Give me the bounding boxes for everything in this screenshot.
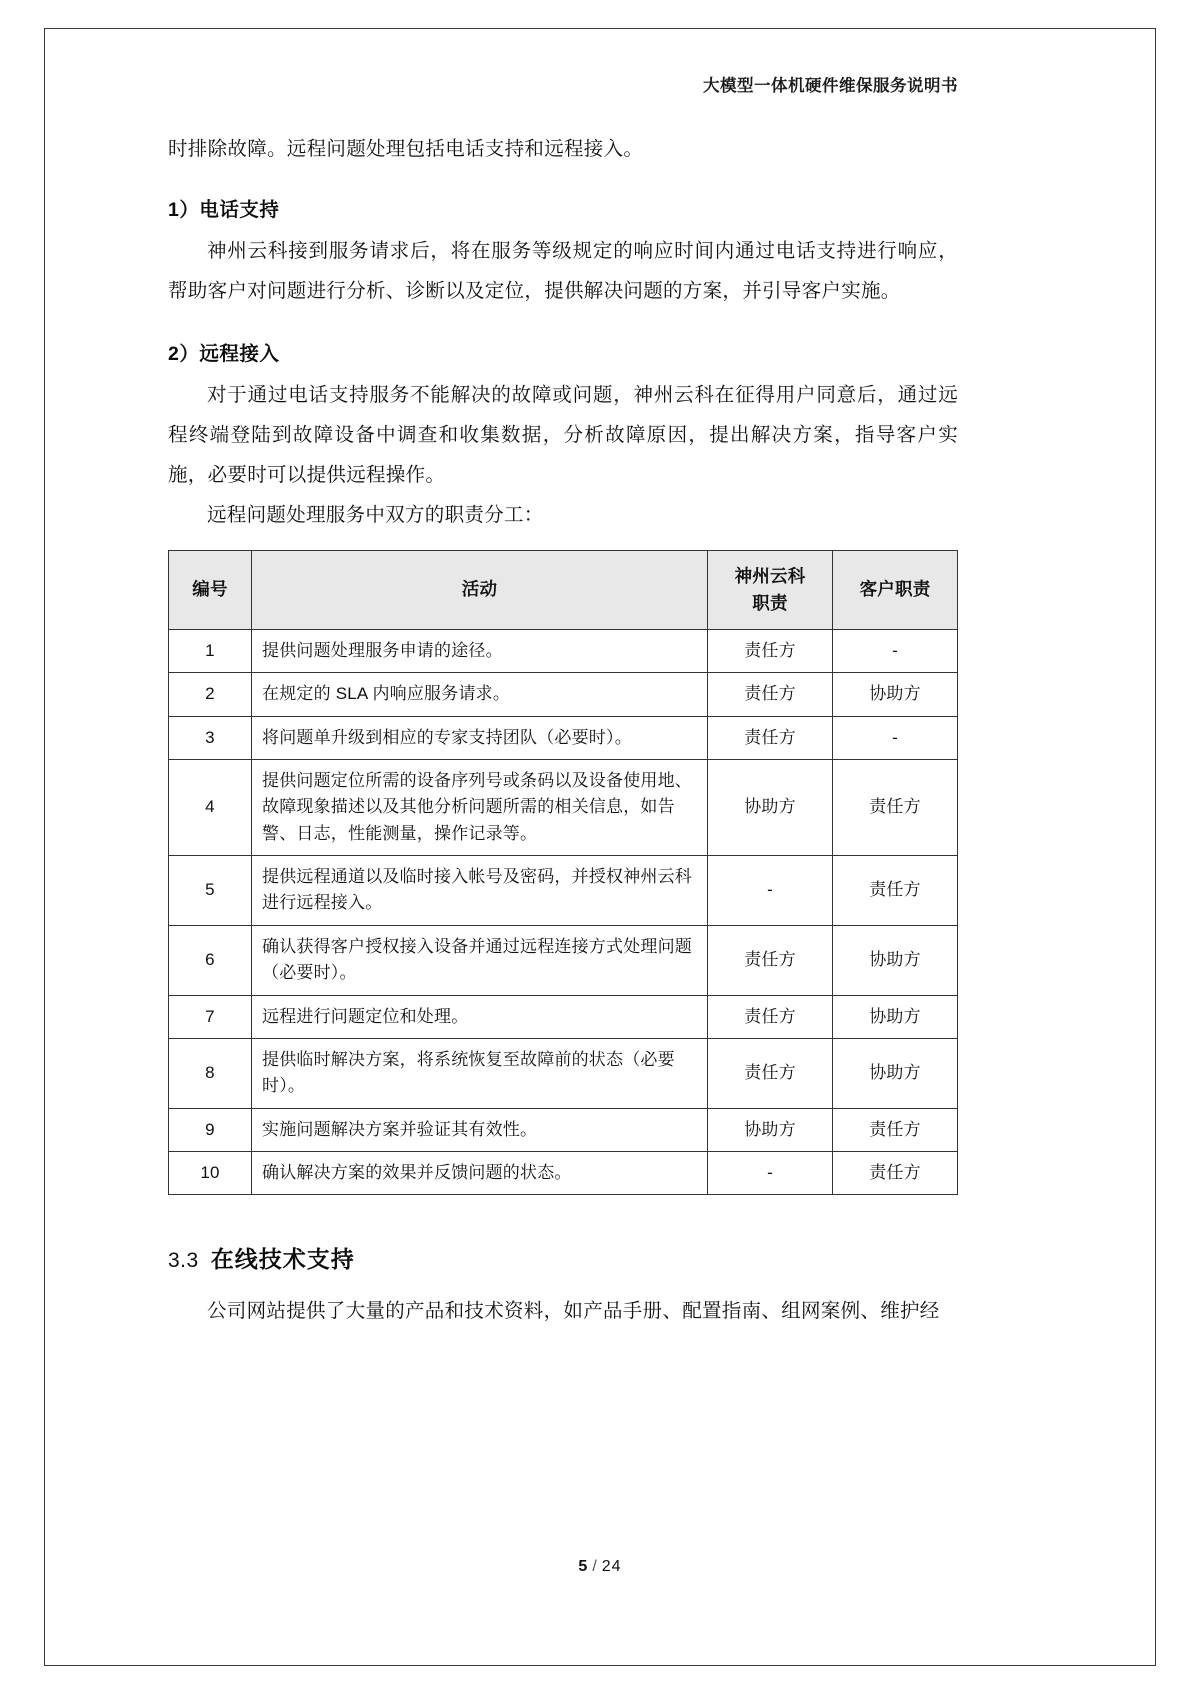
cell-activity: 在规定的 SLA 内响应服务请求。 [252, 673, 708, 716]
cell-activity: 提供问题定位所需的设备序列号或条码以及设备使用地、故障现象描述以及其他分析问题所需的相关信息，如告警、日志，性能测量，操作记录等。 [252, 760, 708, 856]
cell-customer-resp: 协助方 [833, 1038, 958, 1108]
cell-no: 5 [169, 856, 252, 926]
cell-customer-resp: 责任方 [833, 856, 958, 926]
cell-customer-resp: 协助方 [833, 995, 958, 1038]
paragraph-online-support: 公司网站提供了大量的产品和技术资料，如产品手册、配置指南、组网案例、维护经 [207, 1300, 940, 1323]
cell-no: 3 [169, 716, 252, 759]
subheading-remote-access: 2）远程接入 [168, 342, 280, 365]
table-intro-text: 远程问题处理服务中双方的职责分工： [207, 503, 544, 526]
cell-no: 1 [169, 630, 252, 673]
cell-no: 10 [169, 1151, 252, 1194]
cell-customer-resp: 责任方 [833, 760, 958, 856]
subheading-phone-support: 1）电话支持 [168, 199, 280, 222]
cell-provider-resp: - [708, 1151, 833, 1194]
table-row [169, 925, 958, 995]
cell-customer-resp: 协助方 [833, 673, 958, 716]
cell-no: 9 [169, 1108, 252, 1151]
cell-no: 7 [169, 995, 252, 1038]
cell-provider-resp: - [708, 856, 833, 926]
cell-activity: 远程进行问题定位和处理。 [252, 995, 708, 1038]
paragraph-remote-access: 对于通过电话支持服务不能解决的故障或问题，神州云科在征得用户同意后，通过远程终端登陆到故障设备中调查和收集数据，分析故障原因，提出解决方案，指导客户实施，必要时可以提供远程操作。 [168, 383, 958, 486]
table-header-provider-resp-line1: 神州云科 [734, 565, 806, 586]
responsibility-table [168, 550, 958, 1195]
cell-no: 8 [169, 1038, 252, 1108]
cell-no: 6 [169, 925, 252, 995]
cell-provider-resp: 协助方 [708, 1108, 833, 1151]
page-footer [0, 1558, 1200, 1576]
cell-activity: 确认获得客户授权接入设备并通过远程连接方式处理问题（必要时）。 [252, 925, 708, 995]
cell-provider-resp: 协助方 [708, 760, 833, 856]
section-title: 在线技术支持 [210, 1246, 355, 1273]
table-row [169, 1151, 958, 1194]
footer-separator: / [592, 1558, 598, 1575]
table-row [169, 1038, 958, 1108]
cell-provider-resp: 责任方 [708, 716, 833, 759]
table-row [169, 630, 958, 673]
table-row [169, 673, 958, 716]
table-header-no: 编号 [169, 550, 252, 629]
cell-no: 4 [169, 760, 252, 856]
table-header-row [169, 550, 958, 629]
cell-activity: 将问题单升级到相应的专家支持团队（必要时）。 [252, 716, 708, 759]
table-header-provider-resp-line2: 职责 [752, 592, 788, 613]
cell-activity: 提供临时解决方案，将系统恢复至故障前的状态（必要时）。 [252, 1038, 708, 1108]
paragraph-phone-support: 神州云科接到服务请求后，将在服务等级规定的响应时间内通过电话支持进行响应，帮助客户对问题进行分析、诊断以及定位，提供解决问题的方案，并引导客户实施。 [168, 240, 958, 302]
cell-customer-resp: - [833, 716, 958, 759]
document-header-title: 大模型一体机硬件维保服务说明书 [703, 77, 958, 95]
cell-provider-resp: 责任方 [708, 995, 833, 1038]
cell-provider-resp: 责任方 [708, 630, 833, 673]
table-header-provider-resp [708, 550, 833, 629]
table-row [169, 760, 958, 856]
footer-current-page: 5 [578, 1558, 589, 1575]
cell-activity: 提供问题处理服务申请的途径。 [252, 630, 708, 673]
section-number: 3.3 [168, 1249, 199, 1273]
cell-customer-resp: - [833, 630, 958, 673]
page-content [168, 72, 958, 1332]
cell-customer-resp: 协助方 [833, 925, 958, 995]
table-header-customer-resp: 客户职责 [833, 550, 958, 629]
cell-customer-resp: 责任方 [833, 1108, 958, 1151]
continued-paragraph: 时排除故障。远程问题处理包括电话支持和远程接入。 [168, 138, 644, 160]
table-header-activity: 活动 [252, 550, 708, 629]
cell-provider-resp: 责任方 [708, 925, 833, 995]
cell-activity: 实施问题解决方案并验证其有效性。 [252, 1108, 708, 1151]
cell-provider-resp: 责任方 [708, 1038, 833, 1108]
cell-provider-resp: 责任方 [708, 673, 833, 716]
table-body [169, 630, 958, 1195]
section-heading-online-support [168, 1241, 958, 1274]
table-row [169, 1108, 958, 1151]
table-row [169, 856, 958, 926]
cell-customer-resp: 责任方 [833, 1151, 958, 1194]
cell-no: 2 [169, 673, 252, 716]
table-row [169, 716, 958, 759]
table-row [169, 995, 958, 1038]
cell-activity: 确认解决方案的效果并反馈问题的状态。 [252, 1151, 708, 1194]
footer-total-pages: 24 [601, 1558, 622, 1575]
cell-activity: 提供远程通道以及临时接入帐号及密码，并授权神州云科进行远程接入。 [252, 856, 708, 926]
